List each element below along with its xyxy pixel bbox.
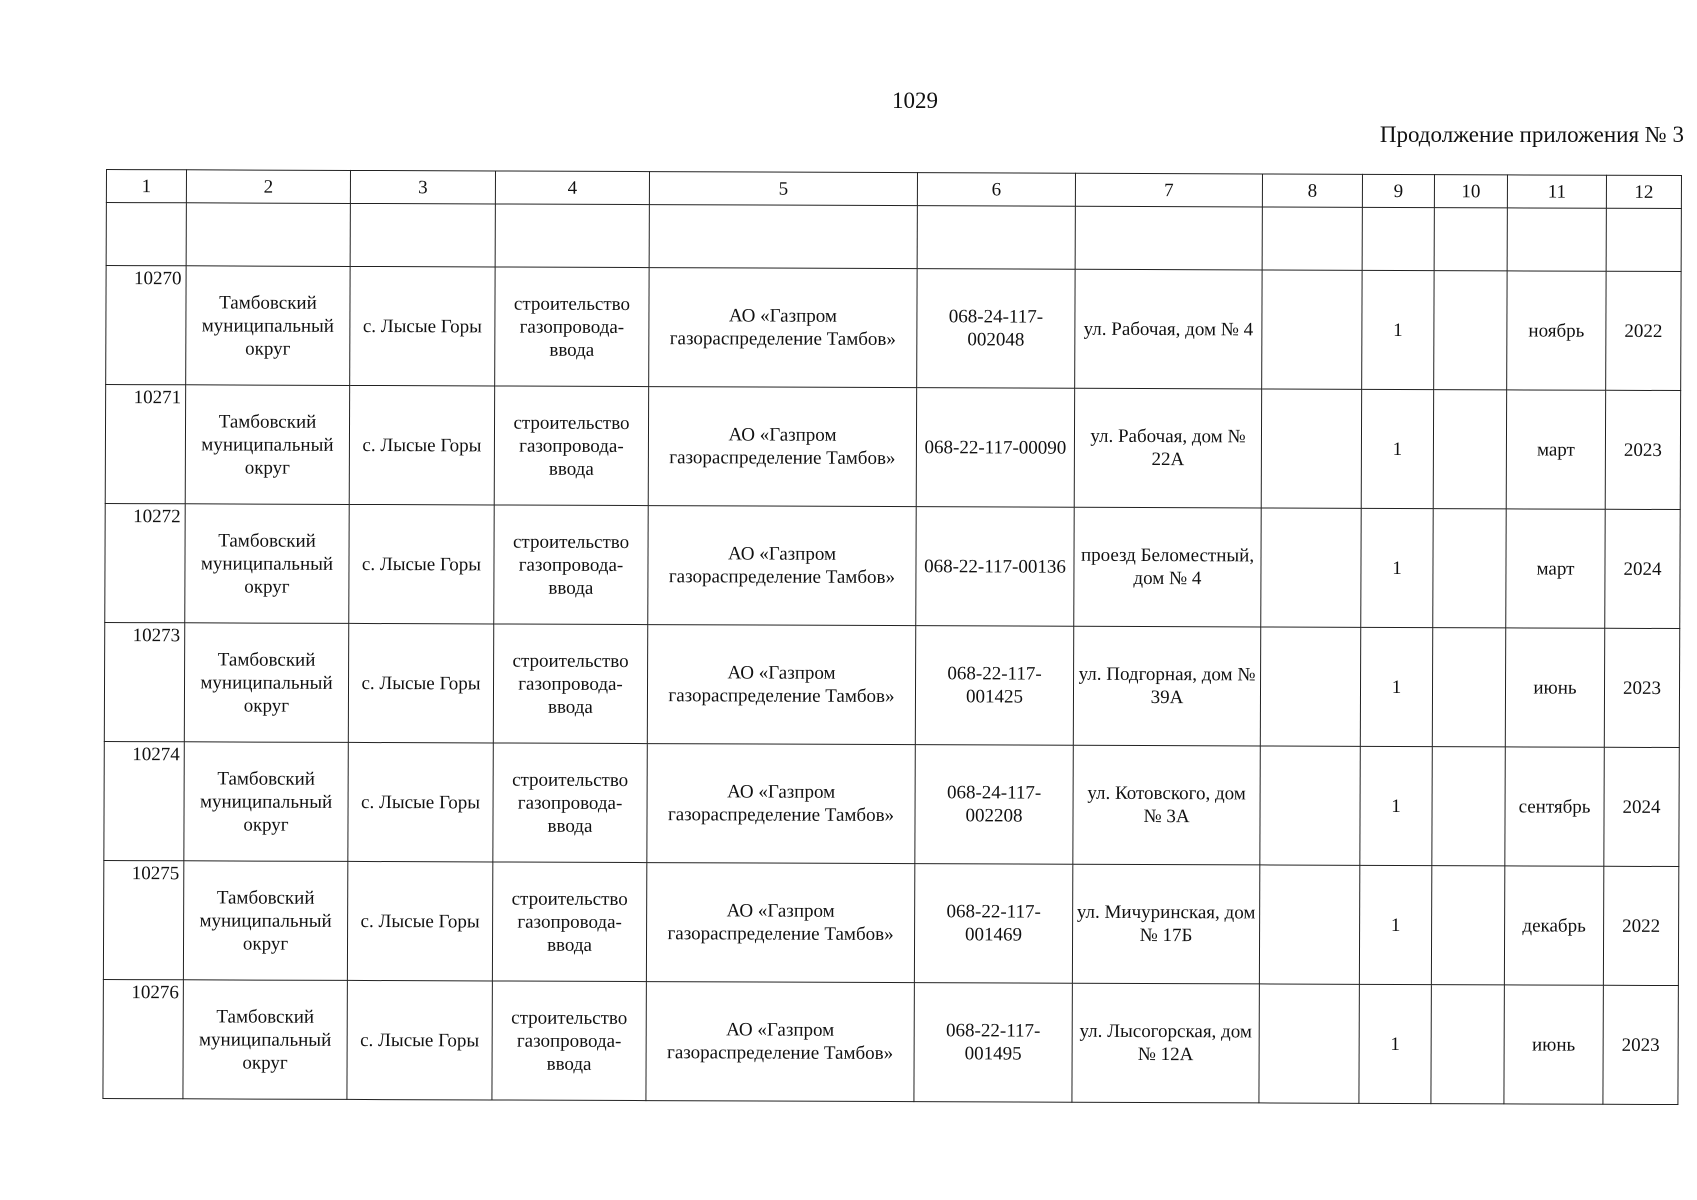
organization-cell: АО «Газпром газораспределение Тамбов»: [648, 506, 916, 626]
col10-cell: [1431, 866, 1504, 985]
organization-cell: АО «Газпром газораспределение Тамбов»: [649, 268, 917, 388]
code-cell: 068-22-117-001425: [915, 626, 1073, 746]
column-number-5: 5: [649, 172, 917, 206]
month-cell: июнь: [1504, 985, 1603, 1104]
table-row: [106, 266, 1681, 391]
organization-cell: АО «Газпром газораспределение Тамбов»: [647, 744, 915, 864]
address-cell: проезд Беломестный, дом № 4: [1074, 507, 1261, 627]
settlement-cell: с. Лысые Горы: [348, 623, 493, 743]
month-cell: ноябрь: [1507, 271, 1606, 390]
row-index: 10274: [104, 741, 184, 860]
column-number-6: 6: [917, 173, 1075, 207]
year-cell: 2022: [1606, 271, 1681, 390]
organization-cell: АО «Газпром газораспределение Тамбов»: [646, 863, 914, 983]
column-number-4: 4: [495, 171, 649, 205]
settlement-cell: с. Лысые Горы: [349, 385, 494, 505]
row-index: 10270: [106, 266, 186, 385]
code-cell: 068-22-117-001469: [914, 864, 1072, 984]
year-cell: 2023: [1603, 985, 1678, 1104]
organization-cell: АО «Газпром газораспределение Тамбов»: [648, 387, 916, 507]
work-type-cell: строительство газопровода-ввода: [492, 862, 646, 982]
quantity-cell: 1: [1359, 984, 1431, 1103]
year-cell: 2023: [1604, 628, 1679, 747]
col8-cell: [1261, 389, 1361, 508]
col10-cell: [1434, 271, 1507, 390]
address-cell: ул. Рабочая, дом № 22А: [1074, 388, 1261, 508]
column-number-11: 11: [1507, 175, 1606, 208]
address-cell: ул. Подгорная, дом № 39А: [1073, 626, 1260, 746]
column-number-10: 10: [1434, 175, 1507, 208]
quantity-cell: 1: [1360, 627, 1432, 746]
district-cell: Тамбовский муниципальный округ: [186, 266, 350, 386]
work-type-cell: строительство газопровода-ввода: [494, 386, 648, 506]
column-number-2: 2: [186, 170, 350, 204]
col8-cell: [1259, 865, 1359, 984]
year-cell: 2022: [1603, 866, 1678, 985]
col8-cell: [1260, 627, 1360, 746]
quantity-cell: 1: [1361, 508, 1433, 627]
code-cell: 068-24-117-002048: [917, 269, 1075, 389]
appendix-note: Продолжение приложения № 3: [1379, 122, 1684, 147]
settlement-cell: с. Лысые Горы: [348, 742, 493, 862]
table-row: [104, 622, 1679, 747]
district-cell: Тамбовский муниципальный округ: [184, 742, 348, 862]
code-cell: 068-22-117-00090: [916, 388, 1074, 508]
col8-cell: [1261, 508, 1361, 627]
address-cell: ул. Рабочая, дом № 4: [1075, 269, 1262, 389]
row-index: 10273: [104, 622, 184, 741]
year-cell: 2024: [1604, 747, 1679, 866]
col10-cell: [1433, 390, 1506, 509]
year-cell: 2023: [1605, 390, 1680, 509]
row-index: 10272: [105, 503, 185, 622]
district-cell: Тамбовский муниципальный округ: [183, 861, 347, 981]
address-cell: ул. Мичуринская, дом № 17Б: [1072, 864, 1259, 984]
district-cell: Тамбовский муниципальный округ: [184, 623, 348, 743]
year-cell: 2024: [1605, 509, 1680, 628]
district-cell: Тамбовский муниципальный округ: [185, 504, 349, 624]
month-cell: сентябрь: [1505, 747, 1604, 866]
col10-cell: [1433, 509, 1506, 628]
work-type-cell: строительство газопровода-ввода: [495, 267, 649, 387]
organization-cell: АО «Газпром газораспределение Тамбов»: [646, 982, 914, 1102]
work-type-cell: строительство газопровода-ввода: [493, 624, 647, 744]
district-cell: Тамбовский муниципальный округ: [183, 980, 347, 1100]
table-row: [104, 741, 1679, 866]
table-body: [103, 266, 1681, 1105]
work-type-cell: строительство газопровода-ввода: [493, 743, 647, 863]
organization-cell: АО «Газпром газораспределение Тамбов»: [647, 625, 915, 745]
page-number: 1029: [892, 88, 938, 113]
column-number-9: 9: [1362, 174, 1434, 207]
settlement-cell: с. Лысые Горы: [349, 504, 494, 624]
row-index: 10271: [105, 385, 185, 504]
settlement-cell: с. Лысые Горы: [347, 861, 492, 981]
quantity-cell: 1: [1359, 865, 1431, 984]
table-row: [105, 385, 1680, 510]
data-table: [102, 169, 1682, 1105]
month-cell: март: [1506, 509, 1605, 628]
column-number-12: 12: [1606, 175, 1681, 208]
work-type-cell: строительство газопровода-ввода: [494, 505, 648, 625]
row-index: 10276: [103, 979, 183, 1098]
col10-cell: [1432, 628, 1505, 747]
work-type-cell: строительство газопровода-ввода: [492, 981, 646, 1101]
month-cell: март: [1506, 390, 1605, 509]
table-row: [103, 860, 1678, 985]
col10-cell: [1431, 985, 1504, 1104]
district-cell: Тамбовский муниципальный округ: [185, 385, 349, 505]
column-number-7: 7: [1075, 173, 1262, 207]
table-row: [103, 979, 1678, 1104]
settlement-cell: с. Лысые Горы: [350, 266, 495, 386]
settlement-cell: с. Лысые Горы: [347, 980, 492, 1100]
col10-cell: [1432, 747, 1505, 866]
month-cell: декабрь: [1504, 866, 1603, 985]
column-number-8: 8: [1262, 174, 1362, 207]
column-number-1: 1: [106, 170, 186, 203]
address-cell: ул. Котовского, дом № 3А: [1073, 745, 1260, 865]
code-cell: 068-24-117-002208: [915, 745, 1073, 865]
empty-header-row: [106, 203, 1681, 272]
col8-cell: [1262, 270, 1362, 389]
code-cell: 068-22-117-001495: [914, 983, 1072, 1103]
column-number-3: 3: [350, 170, 495, 204]
row-index: 10275: [103, 860, 183, 979]
col8-cell: [1259, 984, 1359, 1103]
table-row: [105, 503, 1680, 628]
quantity-cell: 1: [1361, 389, 1433, 508]
col8-cell: [1260, 746, 1360, 865]
quantity-cell: 1: [1360, 746, 1432, 865]
code-cell: 068-22-117-00136: [916, 507, 1074, 627]
month-cell: июнь: [1505, 628, 1604, 747]
quantity-cell: 1: [1362, 270, 1434, 389]
address-cell: ул. Лысогорская, дом № 12А: [1072, 983, 1259, 1103]
